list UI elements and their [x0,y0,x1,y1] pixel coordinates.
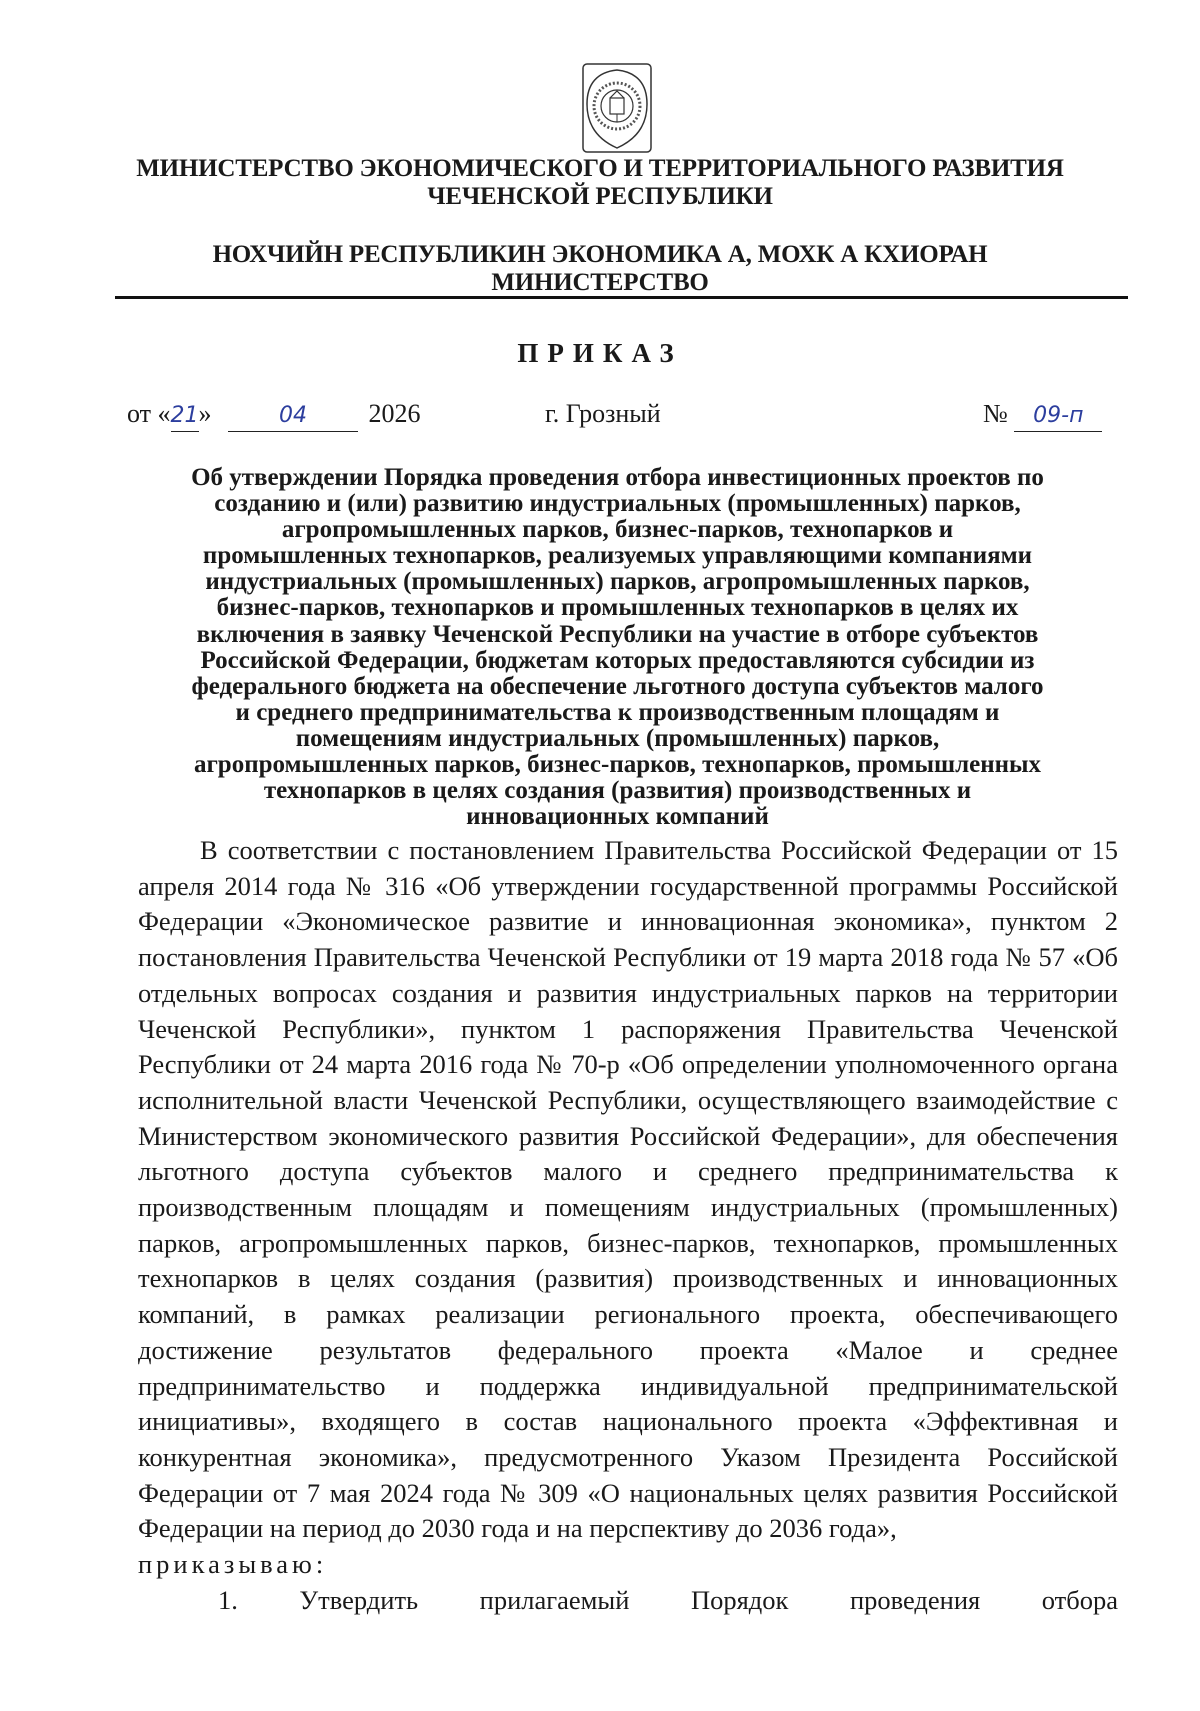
date-year: 2026 [368,399,421,428]
subject-line: включения в заявку Чеченской Республики на участие в отборе субъектов [196,620,1039,648]
ministry-name-ce-line2: МИНИСТЕРСТВО [491,269,709,296]
date-close-quote: » [198,399,212,428]
subject-line: Об утверждении Порядка проведения отбора инвестиционных проектов по [191,464,1044,491]
subject-line: промышленных технопарков, реализуемых управляющими компаниями [202,542,1033,570]
item-word: Утвердить [299,1584,419,1615]
ministry-name-ce-line1: НОХЧИЙН РЕСПУБЛИКИН ЭКОНОМИКА А, МОХК А КХИОРАН [212,241,988,268]
subject-line: индустриальных (промышленных) парков, агропромышленных парков, [205,568,1030,596]
date-field [127,399,421,432]
order-number-handwritten: 09-п [1014,403,1102,432]
subject-line: инновационных компаний [466,803,769,831]
item-number: 1. [218,1584,238,1615]
order-item-1 [218,1583,1118,1619]
date-day-handwritten: 21 [171,403,199,432]
subject-line: созданию и (или) развитию индустриальных (промышленных) парков, [214,490,1021,518]
subject-line: технопарков в целях создания (развития) производственных и [263,777,972,805]
header-divider [115,296,1128,299]
order-number-field [983,399,1102,432]
date-month-handwritten: 04 [228,403,358,432]
subject-line: агропромышленных парков, бизнес-парков, технопарков, промышленных [193,751,1042,779]
preamble-paragraph: В соответствии с постановлением Правительства Российской Федерации от 15 апреля 2014 года № 316 «Об утверждении государственной программы Российской Федерации «Экономическое развитие и инновационная экономика», пунктом 2 постановления Правительства Чеченской Республики от 19 марта 2018 года № 57 «Об отдельных вопросах создания и развития индустриальных парков на территории Чеченской Республики», пунктом 1 распоряжения Правительства Чеченской Республики от 24 марта 2016 года № 70-р «Об определении уполномоченного органа исполнительной власти Чеченской Республики, осуществляющего взаимодействие с Министерством экономического развития Российской Федерации», для обеспечения льготного доступа субъектов малого и среднего предпринимательства к производственным площадям и помещениям индустриальных (промышленных) парков, агропромышленных парков, бизнес-парков, технопарков, промышленных технопарков в целях создания (развития) производственных и инновационных компаний, в рамках реализации регионального проекта, обеспечивающего достижение результатов федерального проекта «Малое и среднее предпринимательство и поддержка индивидуальной предпринимательской инициативы», входящего в состав национального проекта «Эффективная и конкурентная экономика», предусмотренного Указом Президента Российской Федерации от 7 мая 2024 года № 309 «О национальных целях развития Российской Федерации на период до 2030 года и на перспективу до 2036 года», [138,835,1118,1544]
order-word: приказываю: [138,1549,328,1580]
subject-line: помещениям индустриальных (промышленных) парков, [295,724,940,752]
issue-city: г. Грозный [545,399,661,428]
item-word: Порядок [690,1584,789,1615]
subject-line: Российской Федерации, бюджетам которых предоставляются субсидии из [200,646,1035,674]
number-label: № [983,399,1008,428]
subject-line: бизнес-парков, технопарков и промышленных технопарков в целях их [216,594,1019,622]
subject-line: агропромышленных парков, бизнес-парков, технопарков и [281,516,954,544]
ministry-name-ru-line2: ЧЕЧЕНСКОЙ РЕСПУБЛИКИ [427,183,773,210]
coat-of-arms-emblem [577,62,657,154]
ministry-name-chechen [100,241,1100,297]
item-word: проведения [849,1584,981,1615]
item-word: прилагаемый [479,1584,630,1615]
order-body [138,833,1118,1618]
document-type-title: ПРИКАЗ [517,338,683,368]
ministry-name-russian [100,155,1100,211]
date-prefix: от « [127,399,171,428]
order-subject [125,465,1110,830]
ministry-name-ru-line1: МИНИСТЕРСТВО ЭКОНОМИЧЕСКОГО И ТЕРРИТОРИАЛЬНОГО РАЗВИТИЯ [136,155,1064,182]
item-word: отбора [1041,1584,1118,1615]
subject-line: и среднего предпринимательства к производственным площадям и [235,698,1000,726]
subject-line: федерального бюджета на обеспечение льготного доступа субъектов малого [191,672,1044,700]
date-number-line [0,399,1200,435]
